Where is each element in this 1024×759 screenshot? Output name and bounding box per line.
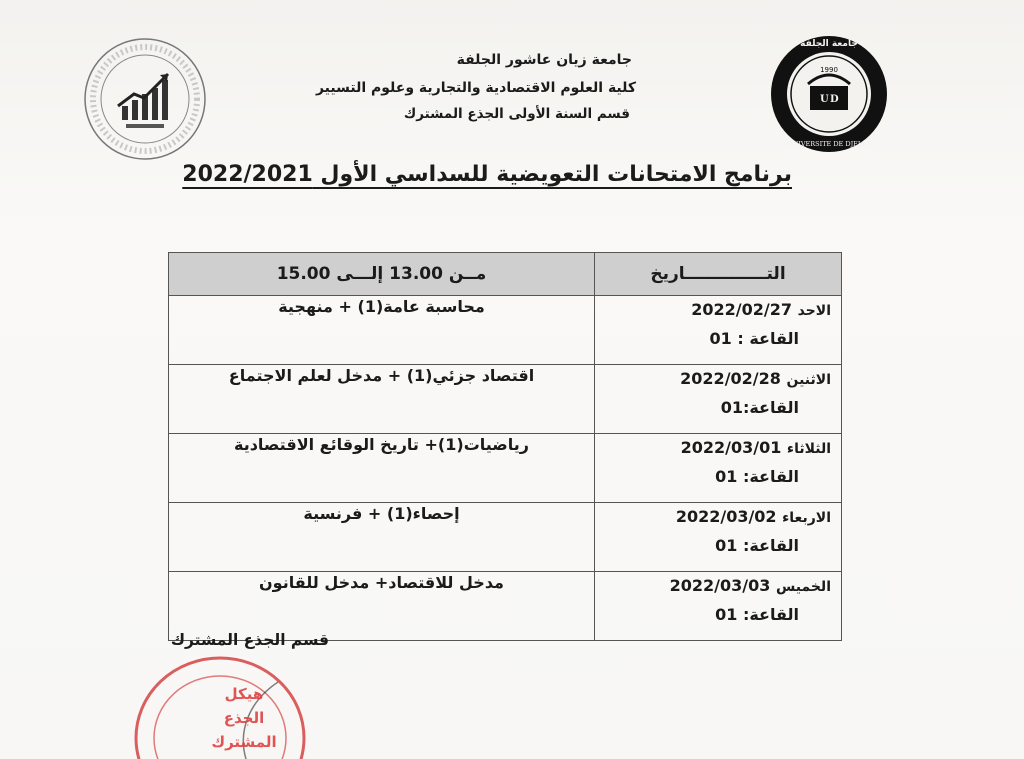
column-header-time: مــن 13.00 إلـــى 15.00: [169, 253, 595, 296]
faculty-name: كلية العلوم الاقتصادية والتجارية وعلوم التسيير: [315, 80, 636, 96]
svg-text:UNIVERSITE DE DJELFA: UNIVERSITE DE DJELFA: [787, 140, 871, 148]
growth-chart-icon: [118, 74, 168, 120]
day-name: الخميس: [775, 579, 831, 595]
exam-schedule-table: [168, 252, 842, 641]
subjects-cell: مدخل للاقتصاد+ مدخل للقانون: [169, 572, 595, 641]
column-header-date: التــــــــــــــاريخ: [595, 253, 842, 296]
svg-text:U: U: [820, 94, 829, 105]
day-name: الاربعاء: [782, 510, 831, 526]
university-logo: [768, 30, 890, 156]
exam-date: 2022/03/02: [675, 507, 777, 526]
room-number: القاعة:01: [720, 398, 799, 417]
date-cell: [595, 296, 842, 365]
exam-date: 2022/02/27: [691, 300, 793, 319]
faculty-logo: [82, 36, 208, 162]
subjects-cell: رياضيات(1)+ تاريخ الوقائع الاقتصادية: [169, 434, 595, 503]
table-row: [169, 365, 842, 434]
room-number: القاعة: 01: [715, 605, 799, 624]
stamp-text: هيكل الجذع المشترك: [211, 685, 277, 751]
svg-text:1990: 1990: [820, 66, 838, 74]
exam-date: 2022/03/03: [669, 576, 771, 595]
table-row: [169, 503, 842, 572]
page-title: برنامج الامتحانات التعويضية للسداسي الأول 2022/2021: [182, 162, 792, 187]
table-row: [169, 296, 842, 365]
date-cell: [595, 572, 842, 641]
university-name: جامعة زيان عاشور الجلفة: [456, 52, 632, 68]
table-header-row: [169, 253, 842, 296]
day-name: الثلاثاء: [786, 441, 831, 457]
department-name: قسم السنة الأولى الجذع المشترك: [403, 106, 630, 122]
subjects-cell: إحصاء(1) + فرنسية: [169, 503, 595, 572]
day-name: الاحد: [797, 303, 831, 319]
svg-text:جامعة الجلفة: جامعة الجلفة: [800, 39, 858, 49]
room-number: القاعة: 01: [715, 536, 799, 555]
day-name: الاثنين: [786, 372, 831, 388]
date-cell: [595, 434, 842, 503]
date-cell: [595, 365, 842, 434]
subjects-cell: اقتصاد جزئي(1) + مدخل لعلم الاجتماع: [169, 365, 595, 434]
signature-label: قسم الجذع المشترك: [170, 631, 329, 649]
table-row: [169, 434, 842, 503]
room-number: القاعة : 01: [709, 329, 799, 348]
date-cell: [595, 503, 842, 572]
exam-date: 2022/02/28: [680, 369, 781, 388]
book-icon: [810, 86, 848, 110]
room-number: القاعة: 01: [715, 467, 799, 486]
exam-date: 2022/03/01: [680, 438, 782, 457]
subjects-cell: محاسبة عامة(1) + منهجية: [169, 296, 595, 365]
svg-text:D: D: [830, 94, 839, 105]
